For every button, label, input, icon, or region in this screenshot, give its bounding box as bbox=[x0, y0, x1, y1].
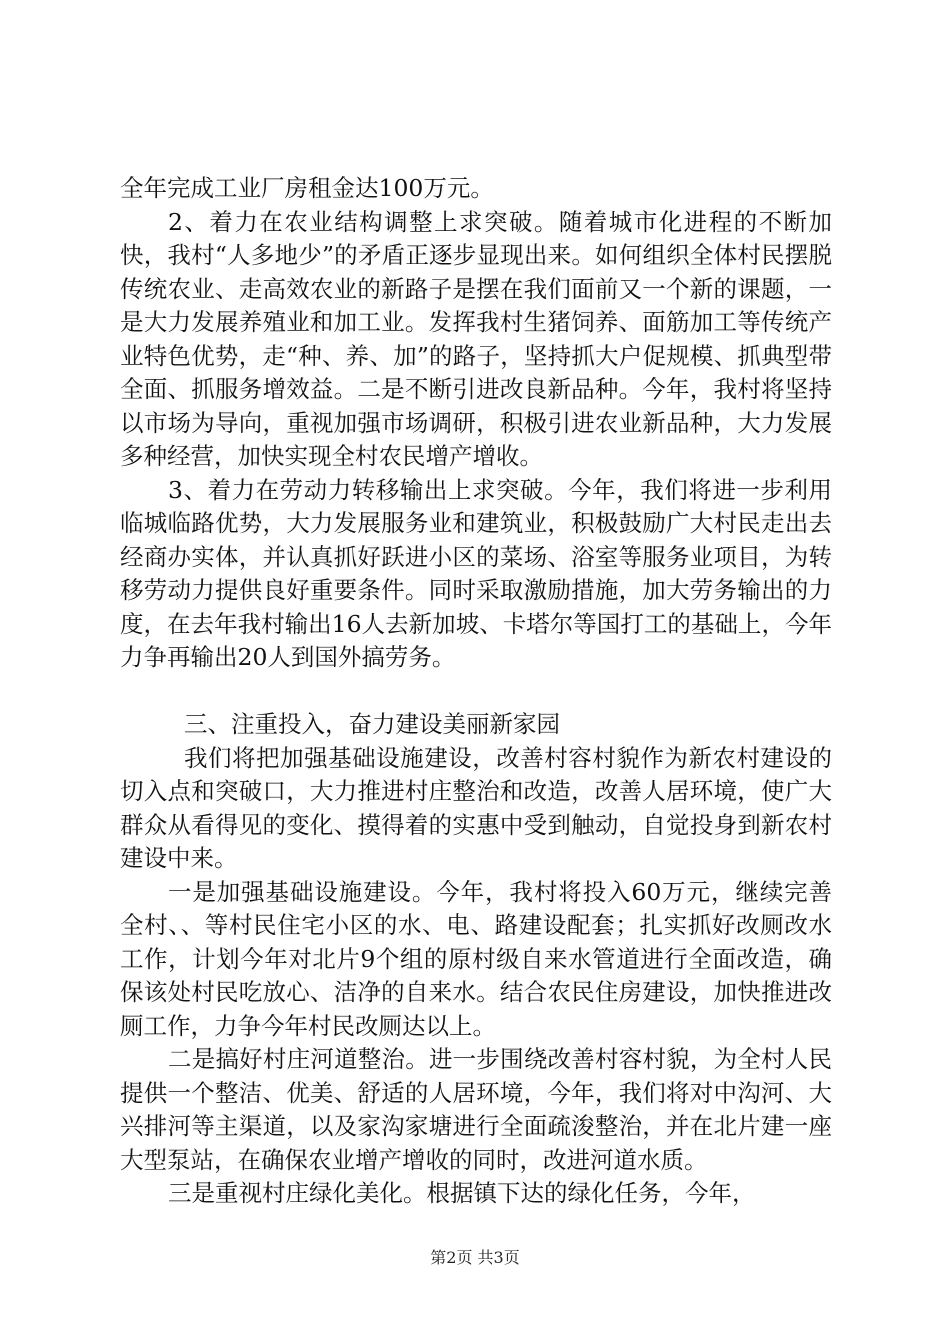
paragraph-labor-transfer: 3、着力在劳动力转移输出上求突破。今年，我们将进一步利用临城临路优势，大力发展服务业和建筑业，积极鼓励广大村民走出去经商办实体，并认真抓好跃进小区的菜场、浴室等服务业项目，为转移劳动力提供良好重要条件。同时采取激励措施，加大劳务输出的力度，在去年我村输出16人去新加坡、卡塔尔等国打工的基础上，今年力争再输出20人到国外搞劳务。 bbox=[120, 475, 832, 671]
page-footer: 第2页 共3页 bbox=[430, 1248, 520, 1267]
document-body bbox=[120, 172, 832, 1211]
paragraph-infrastructure: 一是加强基础设施建设。今年，我村将投入60万元，继续完善全村、、等村民住宅小区的水、电、路建设配套；扎实抓好改厕改水工作，计划今年对北片9个组的原村级自来水管道进行全面改造，确保该处村民吃放心、洁净的自来水。结合农民住房建设，加快推进改厕工作，力争今年村民改厕达以上。 bbox=[120, 877, 832, 1040]
paragraph-river-remediation: 二是搞好村庄河道整治。进一步围绕改善村容村貌，为全村人民提供一个整洁、优美、舒适的人居环境，今年，我们将对中沟河、大兴排河等主渠道，以及家沟家塘进行全面疏浚整治，并在北片建一座大型泵站，在确保农业增产增收的同时，改进河道水质。 bbox=[120, 1045, 832, 1174]
paragraph-agriculture: 2、着力在农业结构调整上求突破。随着城市化进程的不断加快，我村“人多地少”的矛盾正逐步显现出来。如何组织全体村民摆脱传统农业、走高效农业的新路子是摆在我们面前又一个新的课题，一是大力发展养殖业和加工业。发挥我村生猪饲养、面筋加工等传统产业特色优势，走“种、养、加”的路子，坚持抓大户促规模、抓典型带全面、抓服务增效益。二是不断引进改良新品种。今年，我村将坚持以市场为导向，重视加强市场调研，积极引进农业新品种，大力发展多种经营，加快实现全村农民增产增收。 bbox=[120, 207, 832, 470]
paragraph-infrastructure-intro: 我们将把加强基础设施建设，改善村容村貌作为新农村建设的切入点和突破口，大力推进村庄整治和改造，改善人居环境，使广大群众从看得见的变化、摸得着的实惠中受到触动，自觉投身到新农村建设中来。 bbox=[120, 743, 832, 872]
paragraph-greening: 三是重视村庄绿化美化。根据镇下达的绿化任务，今年， bbox=[168, 1179, 756, 1207]
paragraph-continuation: 全年完成工业厂房租金达100万元。 bbox=[120, 174, 494, 202]
section-heading: 三、注重投入，奋力建设美丽新家园 bbox=[184, 710, 560, 738]
